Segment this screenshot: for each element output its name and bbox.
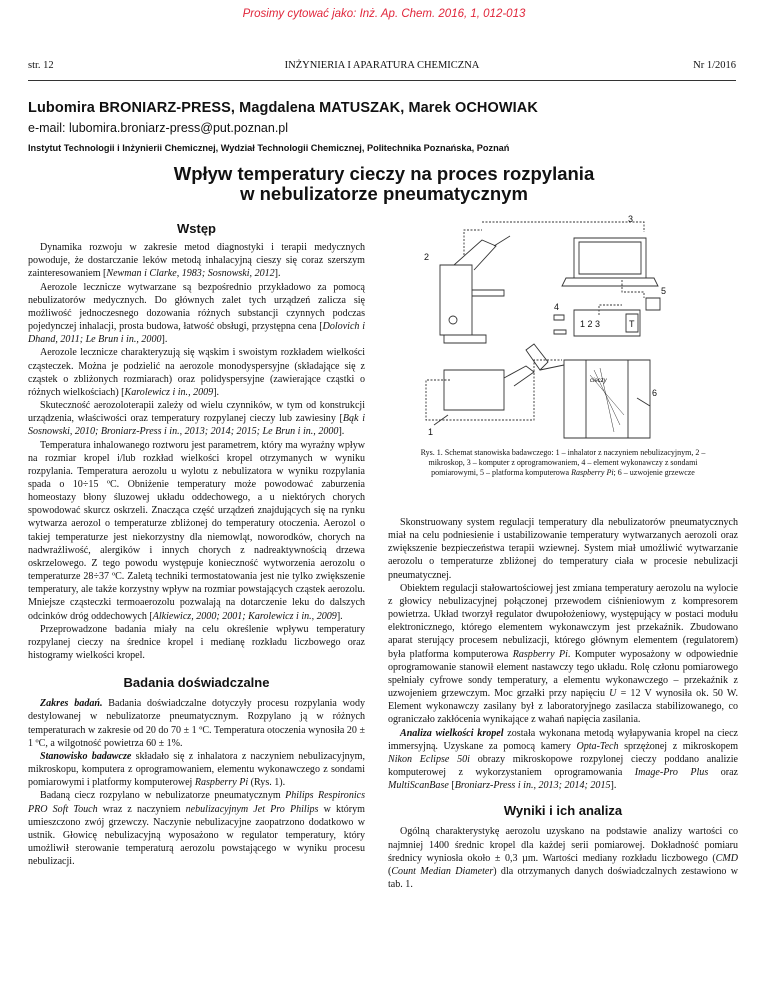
text: = 12 V wynosiła ok. 50 W. Element wykonawczy zasilany był z laboratoryjnego zasilacza stabilizowanego, co ograniczało zakłócenia wynikające z wahań napięcia zasilania. (388, 688, 738, 726)
intro-paragraph-1 (28, 241, 365, 280)
text: Aerozole lecznicze charakteryzują się wąskim i swoistym rozkładem wielkości cząsteczek. Można je podzielić na aerozole monodyspersyjne (składające się z cząstek o zbliżonych rozmiarach) oraz polidyspersyjne (zawierające cząstki o różnych wielkościach) [ (28, 347, 365, 398)
paper-title (0, 164, 768, 204)
right-paragraph-3 (388, 727, 738, 793)
figure-caption (420, 448, 706, 478)
text: (Rys. 1). (248, 777, 286, 789)
actuator-t: T (629, 319, 635, 329)
label-1: 1 (428, 427, 434, 437)
text: obrazy mikroskopowe rozpylonej cieczy poddano analizie komputerowej z wykorzystaniem oprogramowania (388, 753, 738, 778)
text: Raspberry Pi (571, 468, 614, 477)
probe-icon (554, 330, 566, 334)
text: Temperatura inhalowanego roztworu jest parametrem, który ma wyraźny wpływ na rozmiar kropel i/lub rozkład wielkości kropel otrzymanych w wyniku rozpylania. Temperatura aerozolu u wylotu z nebulizatora w wyniku rozpylania spada o 10÷15 ºC. Obniżenie temperatury może powodować zaburzenia homeostazy błony śluzowej układu oddechowego, a u niektórych chorych spowodować skurcz oskrzeli. Znacząca część urządzeń znajdujących się na rynku wytwarza aerozol o temperaturze zbliżonej do temperatury otoczenia. Aerozol o takiej temperaturze jest niekorzystny dla niemowląt, noworodków, chorych na nadwrażliwość, alergików i innych chorych z nadreaktywnością drzewa oskrzelowego. Z tego powodu występuje konieczność wytworzenia aerozolu o temperaturze 28÷37 ºC. Zaletą techniki termostatowania jest nie tylko zwiększenie temperatury, ale także korzystny wpływ na rozmiar powstających cząstek aerozolu. Mniejsze cząsteczki termoaerozolu pozwalają na dotarczenie leku do dalszych odcinków dróg oddechowych [ (28, 439, 365, 622)
results-paragraph-1 (388, 825, 738, 891)
text: Obiektem regulacji stałowartościowej jest zmiana temperatury aerozolu na wylocie z głowicy nebulizacyjnej połączonej przewodem ciśnieniowym z kompresorem powietrza. Układ tworzył regulator dwupołożeniowy, występujący w postaci modułu elektronicznego, którego elementem wykonawczym jest przekaźnik. Zbudowano aparat sterujący procesem nebulizacji, którego głównym elementem (regulatorem) była platforma komputerowa (388, 582, 738, 660)
right-paragraph-2 (388, 582, 738, 727)
text: Raspberry Pi (512, 648, 568, 660)
text: [ (448, 780, 455, 792)
microscope-icon (440, 236, 510, 343)
exp-stand (28, 750, 365, 789)
text: Image-Pro Plus (634, 766, 709, 778)
actuator-channels: 1 2 3 (580, 319, 601, 329)
text: Count Median Diameter (391, 865, 494, 877)
citation: Dolovich i Dhand, 2011; Le Brun i in., 2000 (28, 321, 365, 346)
text: Nikon Eclipse 50i (388, 753, 470, 765)
text: ]. (336, 610, 343, 622)
text: wraz z naczyniem (97, 803, 186, 815)
wire (622, 280, 644, 298)
title-line-2: w nebulizatorze pneumatycznym (240, 183, 528, 204)
citation: Newman i Clarke, 1983; Sosnowski, 2012 (106, 268, 275, 280)
label-3: 3 (628, 214, 634, 224)
label-2: 2 (424, 252, 430, 262)
text: Philips Respironics PRO Soft Touch (28, 790, 366, 815)
citation: Alkiewicz, 2000; 2001; Karolewicz i in., 2009 (152, 610, 337, 622)
intro-paragraph-3 (28, 346, 365, 399)
text: składało się z inhalatora z naczyniem nebulizacyjnym, mikroskopu, komputera z oprogramowaniem, elementu wykonawczego z sondami pomiarowymi i platformy komputerowej (28, 750, 365, 789)
probe-icon (554, 315, 564, 320)
text: ]. (338, 426, 345, 438)
authors: Lubomira BRONIARZ-PRESS, Magdalena MATUSZAK, Marek OCHOWIAK (28, 100, 538, 116)
text: Opta-Tech (576, 740, 619, 752)
citation: Bąk i Sosnowski, 2010; Broniarz-Press i in., 2013; 2014; 2015; Le Brun i in., 2000 (28, 413, 365, 438)
text: ( (388, 865, 392, 877)
run-in-label: Analiza wielkości kropel (400, 727, 504, 739)
affiliation: Instytut Technologii i Inżynierii Chemicznej, Wydział Technologii Chemicznej, Politechnika Poznańska, Poznań (28, 143, 510, 153)
text: MultiScanBase (388, 780, 449, 792)
label-cieczy: cieczy (590, 378, 607, 384)
exp-liquid (28, 789, 365, 868)
section-heading-intro: Wstęp (177, 221, 216, 236)
citation: Broniarz-Press i in., 2013; 2014; 2015 (454, 780, 611, 792)
text: ]. (213, 386, 220, 398)
run-in-label: Stanowisko badawcze (40, 750, 132, 762)
text: Skuteczność aerozoloterapii zależy od wielu czynników, w tym od konstrukcji urządzenia, właściwości oraz temperatury rozpylanej cieczy lub zawiesiny [ (28, 400, 365, 425)
intro-paragraph-5 (28, 439, 365, 623)
laptop-icon (562, 238, 658, 286)
intro-paragraph-6: Przeprowadzone badania miały na celu określenie wpływu temperatury rozpylanej cieczy na średnice kropel i medianę rozkładu liczbowego oraz histogramy wielkości kropel. (28, 623, 365, 661)
text: ]. (274, 268, 281, 280)
text: Ogólną charakterystykę aerozolu uzyskano na podstawie analizy wartości co najmniej 1400 średnic kropel dla każdej serii pomiarowej. Dokładność pomiaru średnicy wyniosła około ± 0,3 µm. Wartości mediany rozkładu liczbowego ( (388, 826, 738, 864)
citation: Karolewicz i in., 2009 (124, 386, 214, 398)
raspberry-pi-icon (646, 298, 660, 310)
text: w którym umieszczono zwój grzewczy. Naczynie nebulizacyjne zaopatrzono dodatkowo w ustnik. Głowicę nebulizacyjną wyposażono w regulator temperatury, który umożliwił sterowanie temperaturą aerozolu powstającego w wyniku procesu nebulizacji. (28, 803, 365, 868)
text: ]. (610, 780, 617, 792)
text: Aerozole lecznicze wytwarzane są bezpośrednio przykładowo za pomocą nebulizatorów medycznych. Do głównych zalet tych urządzeń zalicza się możliwość jednoczesnego dozowania różnych substancji czynnych podczas pojedynczej inhalacji, prosta budowa, łatwość obsługi, przystępna cena [ (28, 281, 365, 333)
pointer-line (637, 398, 650, 406)
text: ; 6 – uzwojenie grzewcze (613, 468, 695, 477)
title-line-1: Wpływ temperatury cieczy na proces rozpylania (173, 163, 595, 184)
figure-1-schematic (414, 210, 670, 440)
section-heading-results: Wyniki i ich analiza (503, 803, 623, 819)
text: oraz (708, 766, 738, 778)
label-5: 5 (661, 286, 667, 296)
text: Rys. 1. Schemat stanowiska badawczego: 1 – inhalator z naczyniem nebulizacyjnym, 2 – mikroskop, 3 – komputer z oprogramowaniem, 4 – element wykonawczy z sondami pomiarowymi, 5 – platforma komputerowa (420, 448, 706, 477)
text: CMD (715, 852, 738, 864)
running-head (28, 60, 736, 81)
text: nebulizacyjnym Jet Pro Philips (185, 803, 319, 815)
intro-paragraph-4 (28, 399, 365, 438)
issue-number: Nr 1/2016 (693, 60, 736, 71)
text: ]. (161, 334, 168, 346)
right-column (388, 516, 738, 891)
email: e-mail: lubomira.broniarz-press@put.poznan.pl (28, 121, 289, 135)
journal-name: INŻYNIERIA I APARATURA CHEMICZNA (284, 60, 480, 71)
left-column (28, 222, 365, 868)
text: Raspberry Pi (194, 777, 249, 789)
right-paragraph-1: Skonstruowany system regulacji temperatury dla nebulizatorów pneumatycznych miał na celu podniesienie i ustabilizowanie temperatury wytwarzanych aerozoli oraz zwiększenie bezpieczeństwa terapii wziewnej. System miał umożliwić wytwarzanie aerozolu o temperaturze zbliżonej do temperatury ciała w procesie nebulizacji pneumatycznej. (388, 517, 738, 581)
text: Badaną ciecz rozpylano w nebulizatorze pneumatycznym (40, 790, 286, 802)
text: . Komputer wyposażony w odpowiednie oprogramowanie stanowił element nastawczy tego układu. Rolę członu pomiarowego spełniały cyfrowe sondy temperatury, a elementu wykonawczego – przekaźnik z uzwojeniem grzewczym. Moc grzałki przy napięciu (388, 648, 738, 700)
run-in-label: Zakres badań. (40, 698, 103, 710)
text: U (609, 688, 617, 700)
text: została wykonana metodą wyłapywania kropel na ciecz immersyjną. Uzyskane za pomocą kamery (388, 727, 738, 752)
page-number: str. 12 (28, 60, 54, 71)
citation-note: Prosimy cytować jako: Inż. Ap. Chem. 2016, 1, 012-013 (242, 8, 526, 20)
label-6: 6 (652, 388, 658, 398)
text: ) dla otrzymanych danych doświadczalnych zestawiono w tab. 1. (388, 865, 738, 891)
inhaler-icon (444, 344, 564, 410)
text: sprzężonej z mikroskopem (618, 740, 739, 752)
intro-paragraph-2 (28, 281, 365, 347)
section-heading-experimental: Badania doświadczalne (123, 675, 270, 691)
exp-scope (28, 697, 365, 750)
text: Dynamika rozwoju w zakresie metod diagnostyki i terapii medycznych powoduje, że dostarczanie leków metodą inhalacyjną cieszy się coraz szerszym zainteresowaniem [ (28, 242, 365, 280)
label-4: 4 (554, 302, 560, 312)
wire (482, 222, 644, 232)
text: Badania doświadczalne dotyczyły procesu rozpylania wody destylowanej w nebulizatorze pneumatycznym. Rozpylano ją w różnych temperaturach w zakresie od 20 do 70 ± 1 ºC. Temperatura otoczenia wynosiła 20 ± 1 ºC, a wilgotność powietrza 60 ± 1%. (28, 698, 366, 749)
